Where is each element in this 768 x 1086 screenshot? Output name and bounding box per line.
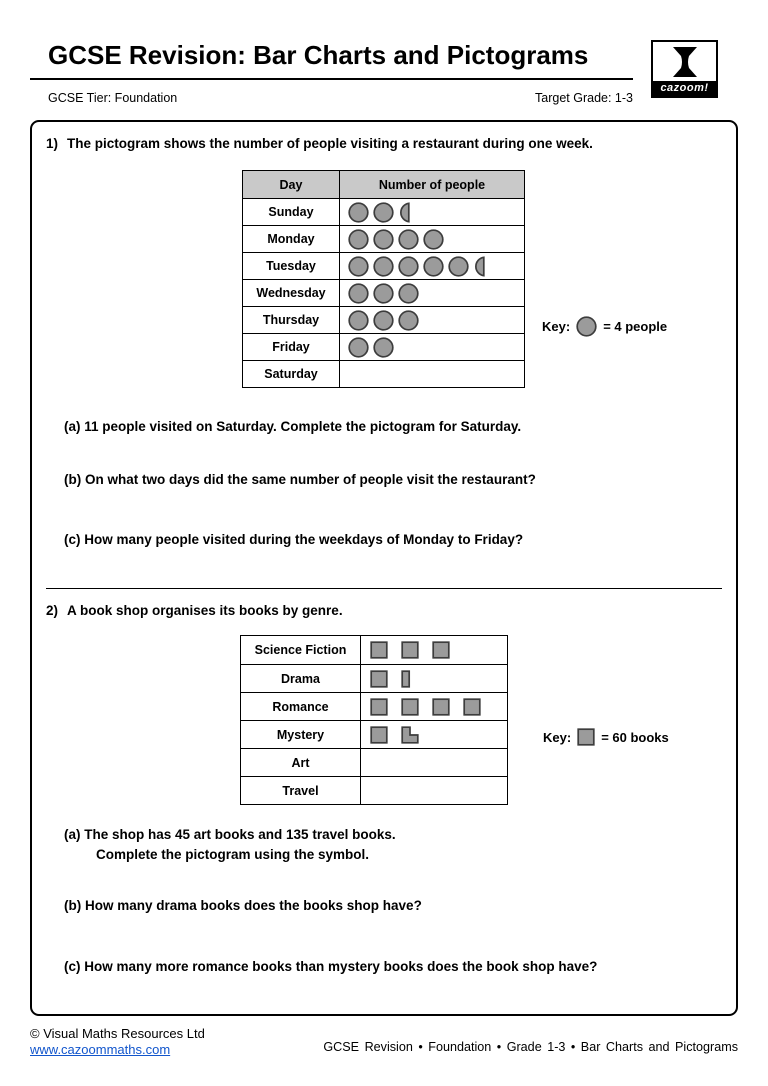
day-label: Saturday (243, 361, 340, 387)
half-person-symbol (398, 202, 410, 223)
question-2a-line2: Complete the pictogram using the symbol. (96, 847, 370, 862)
book-symbol (370, 726, 388, 744)
person-symbol (373, 337, 394, 358)
key-circle-icon (576, 316, 597, 337)
footer-left (30, 1026, 205, 1058)
question-2a-line1: (a) The shop has 45 art books and 135 travel books. (64, 827, 396, 842)
pictogram-row-mystery (241, 720, 507, 748)
symbols-cell (361, 777, 507, 804)
questions-panel (30, 120, 738, 1016)
person-symbol (348, 202, 369, 223)
pictogram-header-row (243, 171, 524, 198)
genre-label: Drama (241, 665, 361, 692)
half-book-symbol (401, 670, 411, 688)
pictogram-row-art (241, 748, 507, 776)
title-underline (30, 78, 633, 80)
day-column-header: Day (243, 171, 340, 198)
question-1-text: The pictogram shows the number of people visiting a restaurant during one week. (67, 136, 593, 151)
key-2-value: = 60 books (601, 729, 669, 745)
person-symbol (348, 229, 369, 250)
question-2-number: 2) (46, 603, 59, 618)
person-symbol (398, 229, 419, 250)
website-link[interactable]: www.cazoommaths.com (30, 1042, 171, 1057)
book-symbol (432, 641, 450, 659)
symbols-cell (340, 361, 524, 387)
pictogram-row-monday (243, 225, 524, 252)
cazoom-logo (651, 40, 718, 98)
question-2a (64, 826, 722, 863)
copyright-text: © Visual Maths Resources Ltd (30, 1026, 205, 1041)
pictogram-row-drama (241, 664, 507, 692)
question-2b: (b) How many drama books does the books shop have? (64, 898, 422, 913)
person-symbol (348, 337, 369, 358)
person-symbol (398, 256, 419, 277)
day-label: Monday (243, 226, 340, 252)
book-symbol (432, 698, 450, 716)
footer-breadcrumb: GCSE Revision • Foundation • Grade 1-3 • Bar Charts and Pictograms (323, 1040, 738, 1054)
question-1-prompt (46, 135, 722, 152)
question-1a: (a) 11 people visited on Saturday. Complete the pictogram for Saturday. (64, 419, 522, 434)
person-symbol (348, 283, 369, 304)
question-2c: (c) How many more romance books than mystery books does the book shop have? (64, 959, 598, 974)
symbols-cell (340, 334, 524, 360)
person-symbol (423, 256, 444, 277)
target-grade-label: Target Grade: 1-3 (535, 91, 633, 105)
header (30, 28, 718, 105)
key-2-label: Key: (543, 729, 572, 745)
pictogram-table-books (240, 635, 508, 805)
symbols-cell (361, 749, 507, 776)
symbols-cell (340, 280, 524, 306)
person-symbol (373, 256, 394, 277)
pictogram-row-friday (243, 333, 524, 360)
day-label: Thursday (243, 307, 340, 333)
question-1b: (b) On what two days did the same number of people visit the restaurant? (64, 472, 536, 487)
person-symbol (398, 283, 419, 304)
pictogram-1-area (242, 170, 668, 396)
key-1-label: Key: (542, 319, 571, 334)
half-person-symbol (473, 256, 485, 277)
symbols-cell (361, 693, 507, 720)
pictogram-row-travel (241, 776, 507, 804)
pictogram-2-key (543, 728, 669, 746)
book-symbol (370, 670, 388, 688)
question-2-prompt (46, 602, 722, 619)
tier-label: GCSE Tier: Foundation (48, 91, 178, 105)
symbols-cell (361, 665, 507, 692)
pictogram-row-romance (241, 692, 507, 720)
genre-label: Science Fiction (241, 636, 361, 664)
day-label: Friday (243, 334, 340, 360)
header-meta (30, 91, 633, 105)
person-symbol (373, 283, 394, 304)
page-title: GCSE Revision: Bar Charts and Pictograms (48, 40, 589, 70)
key-1-value: = 4 people (603, 319, 668, 334)
question-divider (46, 588, 722, 589)
people-column-header: Number of people (378, 177, 486, 192)
pictogram-row-thursday (243, 306, 524, 333)
genre-label: Mystery (241, 721, 361, 748)
book-symbol (463, 698, 481, 716)
symbols-cell (361, 721, 507, 748)
book-symbol (370, 641, 388, 659)
pictogram-table-people (242, 170, 525, 388)
question-1c: (c) How many people visited during the weekdays of Monday to Friday? (64, 532, 524, 547)
pictogram-row-tuesday (243, 252, 524, 279)
symbols-cell (340, 226, 524, 252)
person-symbol (373, 310, 394, 331)
person-symbol (348, 310, 369, 331)
symbols-cell (340, 199, 524, 225)
person-symbol (423, 229, 444, 250)
question-2-text: A book shop organises its books by genre. (67, 603, 343, 618)
book-symbol (370, 698, 388, 716)
genre-label: Art (241, 749, 361, 776)
person-symbol (373, 202, 394, 223)
pictogram-row-sunday (243, 198, 524, 225)
three-quarter-book-symbol (401, 726, 419, 744)
pictogram-row-science-fiction (241, 636, 507, 664)
cazoom-logo-text: cazoom! (653, 81, 716, 96)
pictogram-1-key (542, 316, 667, 337)
key-square-icon (577, 728, 595, 746)
day-label: Tuesday (243, 253, 340, 279)
header-left (30, 28, 633, 105)
pictogram-row-wednesday (243, 279, 524, 306)
question-1-number: 1) (46, 136, 59, 151)
symbols-cell (340, 253, 524, 279)
genre-label: Romance (241, 693, 361, 720)
day-label: Wednesday (243, 280, 340, 306)
cazoom-logo-icon (653, 42, 716, 81)
person-symbol (373, 229, 394, 250)
footer (30, 1026, 738, 1058)
symbols-cell (361, 636, 507, 664)
genre-label: Travel (241, 777, 361, 804)
book-symbol (401, 641, 419, 659)
book-symbol (401, 698, 419, 716)
day-label: Sunday (243, 199, 340, 225)
person-symbol (348, 256, 369, 277)
pictogram-row-saturday (243, 360, 524, 387)
person-symbol (448, 256, 469, 277)
pictogram-2-area (240, 635, 669, 811)
person-symbol (398, 310, 419, 331)
symbols-cell (340, 307, 524, 333)
